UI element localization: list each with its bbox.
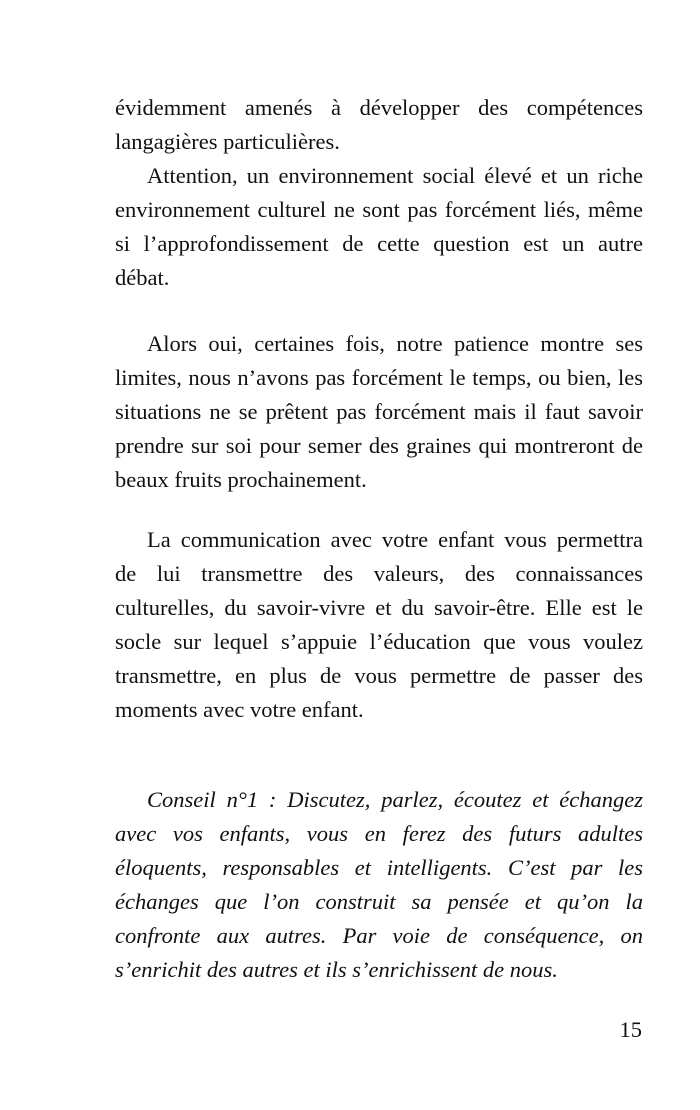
page-number: 15 [619,1017,642,1042]
paragraph-communication: La communication avec votre enfant vous permettra de lui transmettre des valeurs, des connaissances culturelles, du savoir-vivre et du savoir-être. Elle est le socle sur lequel s’appuie l’éducation que vous voulez transmettre, en plus de vous permettre de passer des moments avec votre enfant. [115,527,643,722]
paragraph-attention: Attention, un environnement social élevé et un riche environnement culturel ne sont pas forcément liés, même si l’approfondissement de cette question est un autre débat. [115,163,643,290]
advice-paragraph: Conseil n°1 : Discutez, parlez, écoutez et échangez avec vos enfants, vous en ferez des futurs adultes éloquents, responsables et intelligents. C’est par les échanges que l’on construit sa pensée et qu’on la confronte aux autres. Par voie de conséquence, on s’enrichit des autres et ils s’enrichissent de nous. [115,787,643,982]
paragraph-continuation: évidemment amenés à développer des compétences langagières particulières. [115,95,643,154]
paragraph-patience: Alors oui, certaines fois, notre patience montre ses limites, nous n’avons pas forcément le temps, ou bien, les situations ne se prêtent pas forcément mais il faut savoir prendre sur soi pour semer des graines qui montreront de beaux fruits prochainement. [115,331,643,492]
